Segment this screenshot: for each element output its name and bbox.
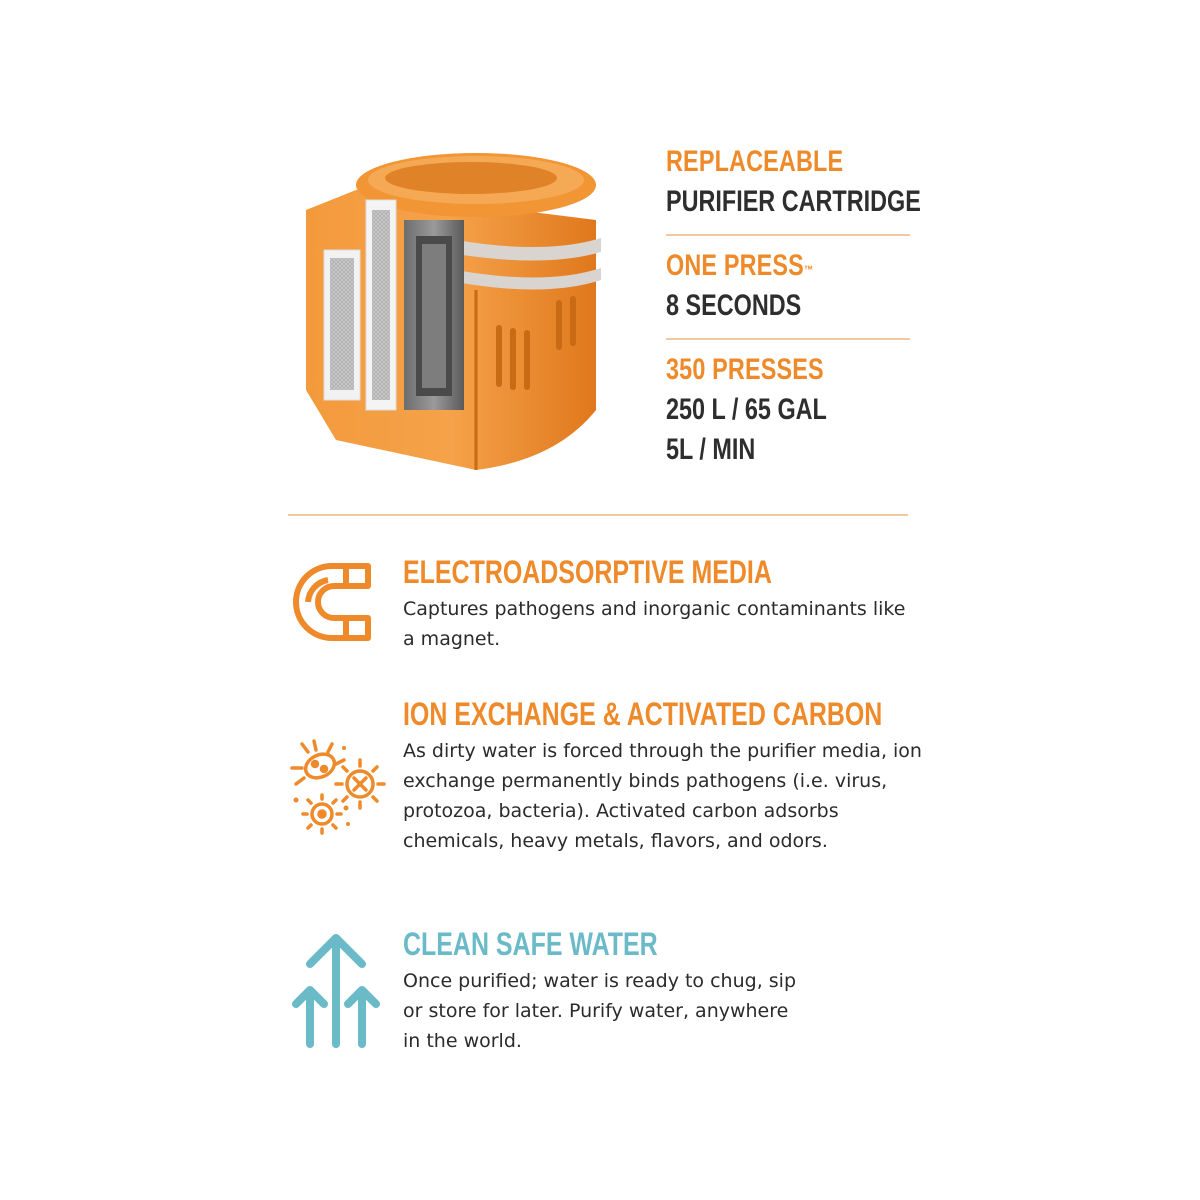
pathogens-icon (288, 738, 384, 858)
spec-heading (666, 246, 856, 286)
purifier-cartridge-illustration (296, 140, 616, 480)
section-divider (288, 514, 908, 516)
feature-description: Once purified; water is ready to chug, sip or store for later. Purify water, anywhere in the world. (403, 970, 797, 1052)
spec-heading-text: ONE PRESS (666, 249, 804, 282)
feature-description: Captures pathogens and inorganic contaminants like a magnet. (403, 598, 906, 650)
spec-one-press (666, 234, 910, 338)
feature-title: CLEAN SAFE WATER (403, 926, 658, 962)
spec-presses (666, 338, 910, 482)
spec-list (666, 140, 921, 482)
spec-value: 5L / MIN (666, 433, 756, 466)
up-arrows-icon (288, 934, 384, 1054)
trademark-mark: ™ (803, 263, 814, 277)
feature-description: As dirty water is forced through the purifier media, ion exchange permanently binds pathogens (i.e. virus, protozoa, bacteria). Activated carbon adsorbs chemicals, heavy metals, flavors, and odors. (403, 740, 922, 852)
feature-title: ELECTROADSORPTIVE MEDIA (403, 554, 772, 590)
spec-value: PURIFIER CARTRIDGE (666, 185, 921, 218)
spec-replaceable (666, 140, 921, 234)
spec-heading: 350 PRESSES (666, 353, 824, 386)
spec-heading: REPLACEABLE (666, 145, 844, 178)
spec-value: 8 SECONDS (666, 289, 802, 322)
feature-title: ION EXCHANGE & ACTIVATED CARBON (403, 696, 883, 732)
magnet-icon (288, 552, 384, 672)
spec-value: 250 L / 65 GAL (666, 393, 827, 426)
